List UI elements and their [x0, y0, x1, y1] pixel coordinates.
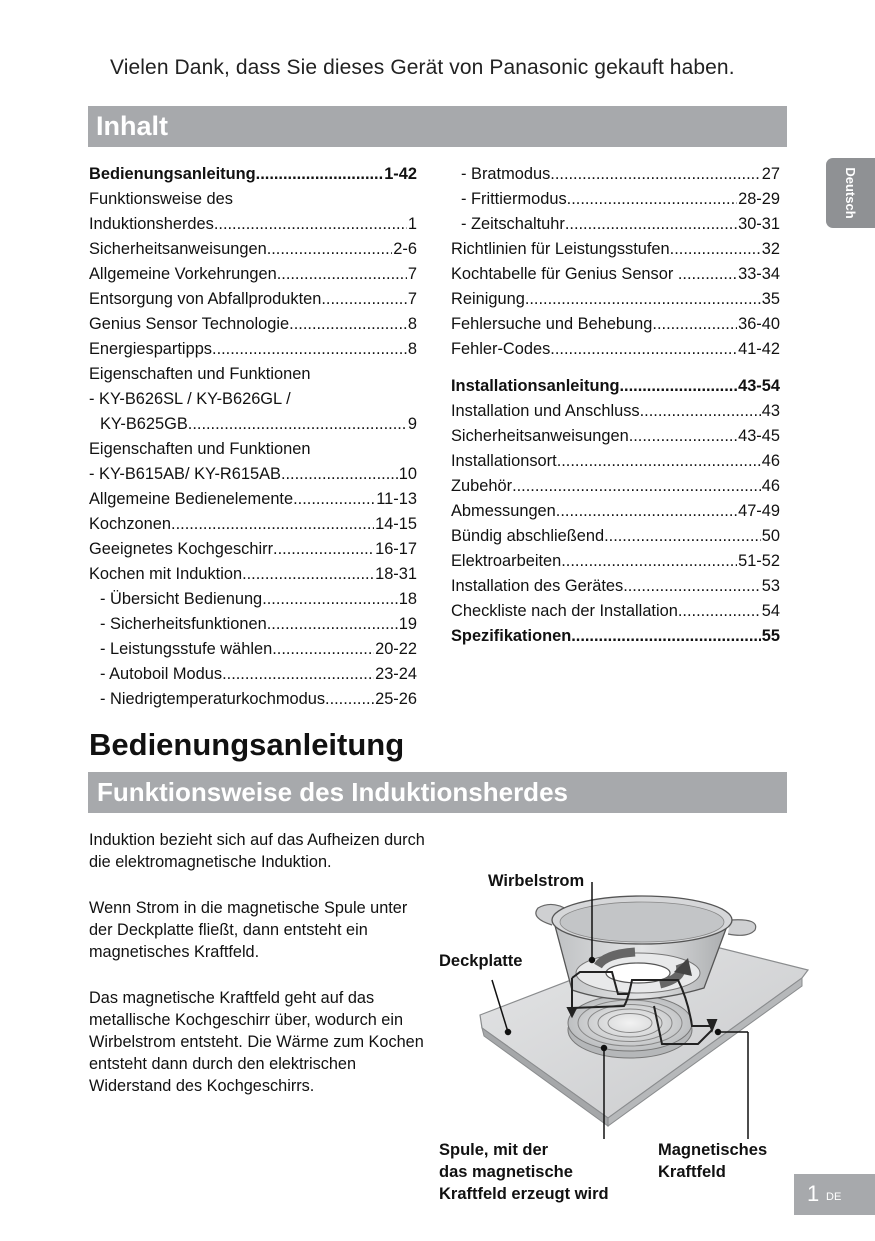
toc-entry-page: 1 — [407, 215, 417, 233]
toc-entry-leader — [256, 162, 384, 187]
toc-entry-label: - Leistungsstufe wählen — [100, 640, 273, 658]
toc-entry[interactable] — [451, 212, 780, 237]
toc-entry-page: 35 — [761, 290, 780, 308]
paragraph-2: Wenn Strom in die magnetische Spule unter der Deckplatte fließt, dann entsteht ein magnetisches Kraftfeld. — [89, 899, 408, 961]
toc-entry-label: - KY-B615AB/ KY-R615AB — [89, 465, 281, 483]
toc-entry-label: Bündig abschließend — [451, 527, 605, 545]
label-spule — [439, 1139, 609, 1205]
toc-entry[interactable] — [451, 424, 780, 449]
label-spule-line-2: das magnetische — [439, 1163, 573, 1181]
toc-entry-page: 2-6 — [393, 240, 417, 258]
toc-entry-label: KY-B625GB — [100, 415, 188, 433]
toc-entry-leader — [619, 374, 737, 399]
toc-gap — [451, 362, 780, 374]
toc-entry-label: Elektroarbeiten — [451, 552, 562, 570]
toc-entry[interactable] — [89, 537, 417, 562]
toc-entry-label: Richtlinien für Leistungsstufen — [451, 240, 670, 258]
toc-entry-leader — [171, 512, 374, 537]
toc-entry[interactable] — [89, 637, 417, 662]
toc-entry-page: 47-49 — [738, 502, 780, 520]
toc-entry-label: Reinigung — [451, 290, 525, 308]
toc-entry[interactable] — [89, 237, 417, 262]
section-heading: Bedienungsanleitung — [89, 727, 405, 762]
label-deckplatte: Deckplatte — [439, 952, 523, 970]
toc-entry-label: Energiespartipps — [89, 340, 213, 358]
toc-entry-label: Installation des Gerätes — [451, 577, 624, 595]
label-magnet-line-1: Magnetisches — [658, 1141, 768, 1159]
toc-entry-page: 33-34 — [738, 265, 780, 283]
intro-text: Vielen Dank, dass Sie dieses Gerät von Panasonic gekauft haben. — [110, 56, 735, 79]
toc-entry[interactable] — [451, 549, 780, 574]
toc-entry-leader — [557, 449, 761, 474]
induction-diagram — [430, 860, 810, 1160]
toc-entry-label: Zubehör — [451, 477, 513, 495]
toc-entry-label: Eigenschaften und Funktionen — [89, 365, 311, 383]
toc-entry[interactable] — [89, 337, 417, 362]
toc-entry-leader — [267, 237, 393, 262]
paragraph-1: Induktion bezieht sich auf das Aufheizen durch die elektromagnetische Induktion. — [89, 831, 425, 871]
toc-entry[interactable] — [451, 337, 780, 362]
toc-entry[interactable] — [89, 162, 417, 187]
toc-entry-page: 53 — [761, 577, 780, 595]
toc-entry-leader — [525, 287, 761, 312]
toc-entry-label: - Frittiermodus — [461, 190, 567, 208]
toc-entry-page: 46 — [761, 452, 780, 470]
toc-entry[interactable] — [89, 187, 417, 212]
toc-entry[interactable] — [89, 562, 417, 587]
toc-entry-page: 32 — [761, 240, 780, 258]
toc-entry[interactable] — [451, 312, 780, 337]
page-number: 1 — [807, 1181, 820, 1206]
toc-entry-label: Induktionsherdes — [89, 215, 214, 233]
toc-entry-label: Spezifikationen — [451, 627, 572, 645]
toc-entry-page: 9 — [407, 415, 417, 433]
toc-entry-label: Genius Sensor Technologie — [89, 315, 290, 333]
toc-entry[interactable] — [89, 487, 417, 512]
toc-entry-label: Eigenschaften und Funktionen — [89, 440, 311, 458]
toc-entry-leader — [629, 424, 737, 449]
toc-entry-leader — [289, 312, 407, 337]
toc-entry[interactable] — [451, 162, 780, 187]
toc-entry-page: 43-45 — [738, 427, 780, 445]
toc-entry-label: Allgemeine Vorkehrungen — [89, 265, 277, 283]
toc-entry[interactable] — [89, 612, 417, 637]
toc-entry-leader — [512, 474, 761, 499]
toc-entry-page: 7 — [407, 265, 417, 283]
label-magnetisches-kraftfeld — [658, 1139, 767, 1183]
toc-entry-leader — [571, 624, 761, 649]
toc-entry-leader — [567, 187, 737, 212]
toc-entry[interactable] — [89, 262, 417, 287]
toc-right-column — [451, 162, 780, 649]
toc-entry-leader — [293, 487, 375, 512]
toc-entry-page: 18 — [398, 590, 417, 608]
toc-entry-label: Allgemeine Bedienelemente — [89, 490, 294, 508]
toc-entry-page: 50 — [761, 527, 780, 545]
toc-entry[interactable] — [89, 587, 417, 612]
toc-entry[interactable] — [89, 312, 417, 337]
toc-entry[interactable] — [89, 462, 417, 487]
toc-entry-label: Installationsort — [451, 452, 557, 470]
toc-entry-page: 55 — [761, 627, 780, 645]
toc-entry-leader — [550, 162, 760, 187]
toc-entry-label: Geeignetes Kochgeschirr — [89, 540, 274, 558]
toc-entry[interactable] — [451, 262, 780, 287]
toc-entry-label: Fehlersuche und Behebung — [451, 315, 653, 333]
toc-entry-leader — [692, 262, 738, 287]
toc-entry-label: Funktionsweise des — [89, 190, 233, 208]
toc-entry-page: 18-31 — [375, 565, 417, 583]
toc-entry-page: 8 — [407, 315, 417, 333]
toc-entry-leader — [273, 537, 374, 562]
toc-entry-leader — [272, 637, 374, 662]
toc-entry-label: Checkliste nach der Installation — [451, 602, 678, 620]
toc-entry-label: Sicherheitsanweisungen — [89, 240, 267, 258]
language-tab — [826, 158, 875, 228]
toc-entry[interactable] — [451, 237, 780, 262]
toc-entry-label: - Autoboil Modus — [100, 665, 223, 683]
toc-entry[interactable] — [451, 624, 780, 649]
toc-entry-leader — [565, 212, 737, 237]
toc-entry[interactable] — [451, 499, 780, 524]
paragraph-3: Das magnetische Kraftfeld geht auf das metallische Kochgeschirr über, wodurch ein Wirbelstrom entsteht. Die Wärme zum Kochen entsteht dann durch den elektrischen Widerstand des Kochgeschirrs. — [89, 989, 424, 1095]
toc-entry-page: 41-42 — [738, 340, 780, 358]
section-subheading: Funktionsweise des Induktionsherdes — [88, 772, 787, 813]
toc-entry-page: 14-15 — [375, 515, 417, 533]
toc-entry-label: - Niedrigtemperaturkochmodus — [100, 690, 326, 708]
toc-entry-leader — [321, 287, 407, 312]
toc-entry[interactable] — [451, 524, 780, 549]
toc-entry-page: 54 — [761, 602, 780, 620]
toc-entry[interactable] — [451, 474, 780, 499]
magnetic-coil — [568, 995, 692, 1058]
toc-entry[interactable] — [89, 437, 417, 462]
toc-entry-leader — [277, 262, 407, 287]
toc-entry-leader — [325, 687, 365, 712]
toc-entry-label: - Zeitschaltuhr — [461, 215, 565, 233]
toc-entry[interactable] — [89, 512, 417, 537]
toc-entry-label: - Übersicht Bedienung — [100, 590, 263, 608]
toc-title: Inhalt — [88, 106, 787, 147]
toc-entry-label: - Sicherheitsfunktionen — [100, 615, 267, 633]
toc-entry-page: 43-54 — [738, 377, 780, 395]
toc-entry[interactable] — [451, 374, 780, 399]
toc-entry-leader — [262, 587, 398, 612]
toc-entry[interactable] — [89, 387, 417, 412]
toc-entry-leader — [550, 337, 737, 362]
toc-entry-page: 30-31 — [738, 215, 780, 233]
toc-entry-leader — [561, 549, 737, 574]
toc-entry-page: 28-29 — [738, 190, 780, 208]
toc-entry[interactable] — [451, 599, 780, 624]
toc-entry-page: 11-13 — [376, 490, 417, 508]
toc-entry[interactable] — [89, 687, 417, 712]
toc-entry-label: Sicherheitsanweisungen — [451, 427, 629, 445]
toc-entry-leader — [222, 662, 374, 687]
toc-entry[interactable] — [451, 399, 780, 424]
toc-entry-label: Fehler-Codes — [451, 340, 551, 358]
toc-entry-leader — [623, 574, 761, 599]
page-number-box — [794, 1174, 875, 1215]
toc-entry-page: 1-42 — [384, 165, 417, 183]
toc-entry[interactable] — [451, 187, 780, 212]
toc-entry-page: 8 — [407, 340, 417, 358]
toc-entry-leader — [188, 412, 407, 437]
toc-entry-leader — [640, 399, 761, 424]
toc-entry-leader — [604, 524, 761, 549]
toc-entry-page: 23-24 — [375, 665, 417, 683]
toc-entry-page: 7 — [407, 290, 417, 308]
toc-entry[interactable] — [89, 362, 417, 387]
toc-entry-leader — [212, 337, 407, 362]
toc-entry[interactable] — [451, 449, 780, 474]
toc-entry-leader — [214, 212, 407, 237]
toc-entry[interactable] — [451, 287, 780, 312]
page-language: DE — [826, 1191, 842, 1203]
toc-entry-page: ..25-26 — [365, 690, 417, 708]
toc-entry[interactable] — [89, 662, 417, 687]
toc-entry-leader — [242, 562, 374, 587]
toc-entry-label: Entsorgung von Abfallprodukten — [89, 290, 322, 308]
toc-entry-leader — [678, 599, 761, 624]
toc-entry-page: 16-17 — [375, 540, 417, 558]
label-magnet-line-2: Kraftfeld — [658, 1163, 726, 1181]
toc-entry[interactable] — [89, 287, 417, 312]
toc-entry-label: - Bratmodus — [461, 165, 551, 183]
toc-entry-label: Abmessungen — [451, 502, 556, 520]
toc-entry-label: Kochtabelle für Genius Sensor ... — [451, 265, 692, 283]
toc-entry-page: 27 — [761, 165, 780, 183]
label-spule-line-1: Spule, mit der — [439, 1141, 549, 1159]
toc-entry-page: 19 — [398, 615, 417, 633]
toc-entry-label: Installationsanleitung — [451, 377, 620, 395]
toc-entry-label: Installation und Anschluss — [451, 402, 640, 420]
toc-entry-label: - KY-B626SL / KY-B626GL / — [89, 390, 291, 408]
toc-entry-page: 46 — [761, 477, 780, 495]
toc-entry-leader — [267, 612, 398, 637]
toc-entry-leader — [652, 312, 737, 337]
toc-entry-label: Kochzonen — [89, 515, 172, 533]
label-spule-line-3: Kraftfeld erzeugt wird — [439, 1185, 609, 1203]
toc-entry-leader — [670, 237, 761, 262]
toc-entry[interactable] — [89, 412, 417, 437]
toc-entry[interactable] — [89, 212, 417, 237]
toc-entry[interactable] — [451, 574, 780, 599]
toc-entry-page: 43 — [761, 402, 780, 420]
toc-left-column — [89, 162, 417, 712]
toc-entry-page: 10 — [398, 465, 417, 483]
toc-entry-page: 20-22 — [375, 640, 417, 658]
toc-entry-leader — [556, 499, 737, 524]
label-wirbelstrom: Wirbelstrom — [488, 872, 585, 890]
toc-entry-leader — [281, 462, 398, 487]
toc-entry-page: 51-52 — [738, 552, 780, 570]
toc-entry-label: Bedienungsanleitung — [89, 165, 256, 183]
language-tab-label: Deutsch — [843, 167, 858, 219]
toc-entry-page: 36-40 — [738, 315, 780, 333]
toc-entry-label: Kochen mit Induktion — [89, 565, 243, 583]
